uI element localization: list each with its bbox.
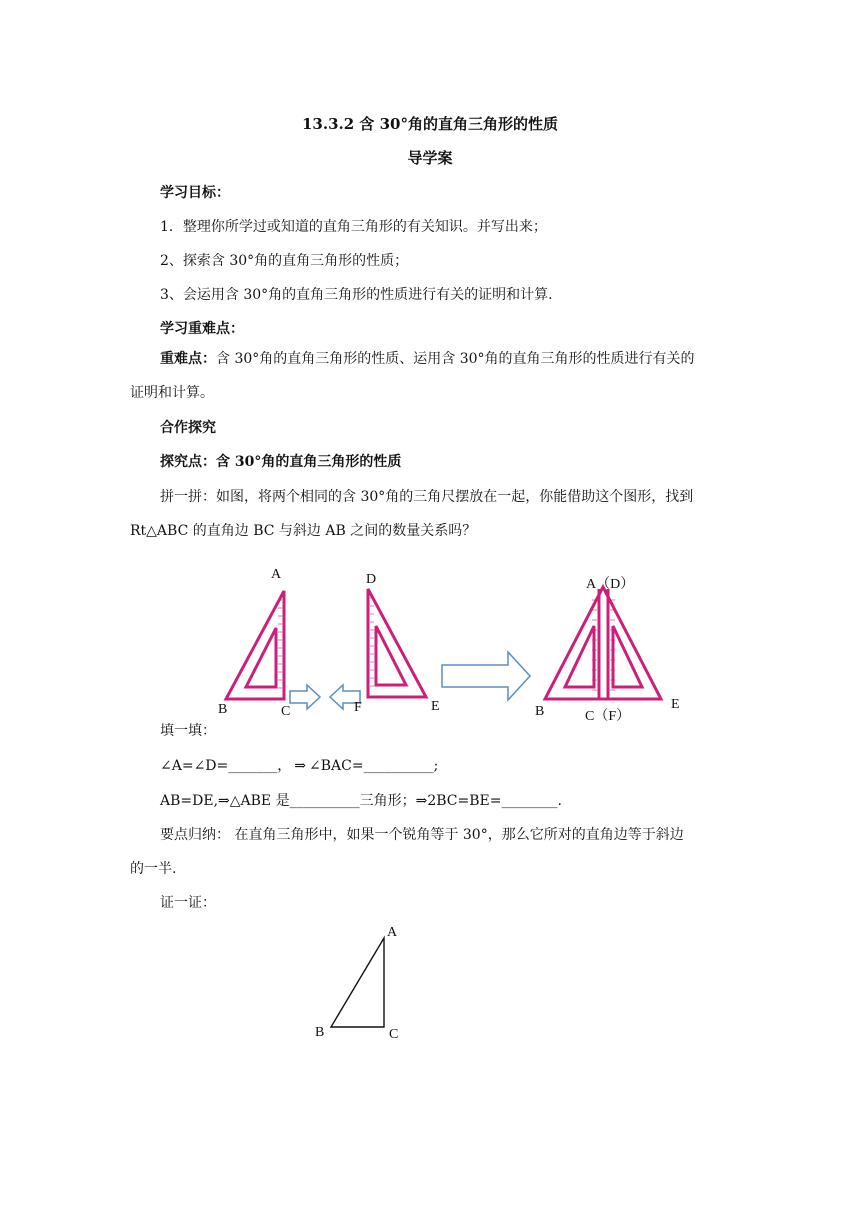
- label-E-combined: E: [671, 697, 680, 712]
- goal-item-1: 1．整理你所学过或知道的直角三角形的有关知识。并写出来；: [160, 219, 547, 235]
- label-B: B: [218, 702, 228, 717]
- page-subtitle: 导学案: [407, 149, 453, 167]
- key-heading: 学习重难点：: [160, 321, 244, 337]
- explore-heading: 探究点：含 30°角的直角三角形的性质: [160, 454, 402, 470]
- fill-line-2: [160, 790, 562, 810]
- big-arrow-icon: [442, 652, 530, 700]
- fill-line-2-part-a: AB=DE,: [160, 793, 219, 809]
- label-A-proof: A: [387, 925, 398, 940]
- summary-line-1: 要点归纳： 在直角三角形中，如果一个锐角等于 30°，那么它所对的直角边等于斜边: [160, 827, 684, 843]
- label-B-proof: B: [315, 1025, 325, 1040]
- key-paragraph-line-2: 证明和计算。: [130, 385, 214, 401]
- key-paragraph-line-1: [160, 348, 695, 368]
- small-arrows-icon: [290, 685, 360, 709]
- page-title: 13.3.2 含 30°角的直角三角形的性质: [301, 115, 558, 133]
- label-A-D: A（D）: [586, 577, 635, 592]
- fill-heading: 填一填：: [160, 723, 216, 739]
- fill-line-1-part-b: ∠BAC=__________;: [309, 758, 439, 774]
- label-C-F: C（F）: [585, 709, 631, 724]
- implies-arrow-icon: ⇒: [415, 793, 428, 809]
- goal-item-2: 2、探索含 30°角的直角三角形的性质；: [160, 253, 409, 269]
- implies-arrow-icon: ⇒: [294, 758, 306, 774]
- fill-line-2-part-b: △ABE 是__________三角形；: [229, 793, 416, 809]
- key-label: 重难点：: [160, 351, 216, 367]
- right-ruler-ticks: [370, 598, 374, 686]
- coop-heading: 合作探究: [160, 420, 216, 436]
- implies-arrow-icon: ⇒: [218, 793, 230, 809]
- goal-item-3: 3、会运用含 30°角的直角三角形的性质进行有关的证明和计算.: [160, 287, 553, 303]
- goals-heading: 学习目标：: [160, 185, 230, 201]
- left-triangle-ruler: [226, 591, 284, 699]
- left-ruler-ticks: [278, 600, 282, 688]
- right-triangle-ruler: [368, 589, 426, 697]
- right-triangle-figure: [0, 920, 860, 1040]
- label-A: A: [271, 567, 282, 582]
- triangle-rulers-figure: [0, 560, 860, 730]
- fill-line-2-part-c: 2BC=BE=________.: [427, 793, 562, 809]
- fill-line-1: [160, 755, 438, 775]
- summary-line-2: 的一半.: [130, 861, 177, 877]
- key-text: 含 30°角的直角三角形的性质、运用含 30°角的直角三角形的性质进行有关的: [216, 351, 695, 367]
- label-B-combined: B: [535, 704, 545, 719]
- pin-text-line-2: Rt△ABC 的直角边 BC 与斜边 AB 之间的数量关系吗？: [130, 523, 477, 539]
- fill-line-1-part-a: ∠A=∠D=_______，: [160, 758, 292, 774]
- label-C-proof: C: [389, 1027, 399, 1042]
- combined-triangle-ruler: [545, 587, 661, 699]
- label-C: C: [281, 704, 291, 719]
- label-F: F: [354, 700, 362, 715]
- label-D: D: [366, 572, 377, 587]
- pin-text-line-1: 拼一拼：如图，将两个相同的含 30°角的三角尺摆放在一起，你能借助这个图形，找到: [160, 489, 694, 505]
- label-E: E: [431, 699, 440, 714]
- prove-heading: 证一证：: [160, 895, 216, 911]
